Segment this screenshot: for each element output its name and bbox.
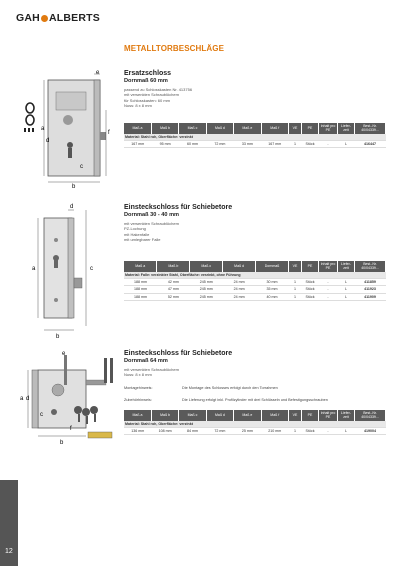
dim-b: b <box>72 184 76 188</box>
cell: 95 mm <box>151 140 178 148</box>
cell: 136 mm <box>124 427 151 435</box>
note-label: Montagehinweis: <box>124 385 153 390</box>
material-text: Material: Falle: verzinkter Stahl, Oberfläche: verzinkt, ohne Führung <box>124 272 386 279</box>
cell: L <box>338 286 355 294</box>
note-text: Die Montage des Schlosses erfolgt durch den Torrahmen <box>182 385 278 390</box>
product-line: PZ-Lochung <box>124 226 146 232</box>
cell: L <box>338 427 355 435</box>
dim-e: e <box>62 351 66 357</box>
cell: 24 mm <box>223 286 256 294</box>
dim-f: f <box>70 426 72 432</box>
col-header: Inhalt pro PE <box>319 410 338 421</box>
product-subtitle: Dornmaß 60 mm <box>124 78 168 84</box>
cell: 245 mm <box>190 293 223 301</box>
dim-c: c <box>40 412 43 418</box>
article-number: 416447 <box>355 140 386 148</box>
page-number: 12 <box>5 548 13 555</box>
cell: 1 <box>289 427 302 435</box>
col-header: Maß d <box>206 123 233 134</box>
col-header: VE <box>289 261 302 272</box>
product-line: für Schlosskasten: 60 mm <box>124 97 171 103</box>
cell: Stück <box>302 278 319 286</box>
cell: 25 mm <box>234 427 261 435</box>
dim-b: b <box>56 334 60 340</box>
product-line: mit versenkten Schraublöchern <box>124 92 180 98</box>
col-header: VE <box>289 123 302 134</box>
table-header-row <box>124 261 386 272</box>
cell: 47 mm <box>157 286 190 294</box>
cell: 167 mm <box>261 140 288 148</box>
table-header-row <box>124 123 386 134</box>
lock-drawing-3 <box>18 350 122 446</box>
table-row <box>124 293 386 301</box>
dim-d: d <box>70 204 74 210</box>
logo-dot-icon <box>41 15 48 22</box>
dim-b: b <box>60 440 64 446</box>
table-row <box>124 286 386 294</box>
cell: - <box>319 293 338 301</box>
product-line: Nuss: 8 x 8 mm <box>124 372 152 378</box>
article-number: 411923 <box>355 286 386 294</box>
dim-f: f <box>108 130 110 136</box>
cell: 1 <box>289 278 302 286</box>
col-header: Best.-Nr. 40/04339... <box>355 123 386 134</box>
dim-a: a <box>41 126 45 132</box>
material-text: Material: Stahl roh, Oberfläche: verzinkt <box>124 134 386 141</box>
dim-e: e <box>96 70 100 76</box>
cell: Stück <box>302 140 319 148</box>
col-header: Liefer-zeit <box>338 410 355 421</box>
note-row <box>124 386 386 390</box>
cell: Stück <box>302 427 319 435</box>
cell: - <box>319 140 338 148</box>
product-title: Einsteckschloss für Schiebetore <box>124 350 233 357</box>
cell: 210 mm <box>261 427 288 435</box>
note-text: Die Lieferung erfolgt inkl. Profilzylinder mit drei Schlüsseln und Befestigungsschrauben <box>182 397 328 402</box>
col-header: Maß f <box>261 123 288 134</box>
cell: 245 mm <box>190 278 223 286</box>
cell: 30 mm <box>256 278 289 286</box>
dim-c: c <box>80 164 83 170</box>
col-header: Maß a <box>124 123 151 134</box>
cell: L <box>338 293 355 301</box>
product-title: Einsteckschloss für Schiebetore <box>124 204 233 211</box>
col-header: Maß f <box>261 410 288 421</box>
col-header: Maß c <box>190 261 223 272</box>
cell: 35 mm <box>256 286 289 294</box>
col-header: Best.-Nr. 40/04339... <box>355 410 386 421</box>
col-header: VE <box>289 410 302 421</box>
product-section-2 <box>124 204 386 301</box>
col-header: Maß a <box>124 261 157 272</box>
cell: 188 mm <box>124 286 157 294</box>
col-header: Inhalt pro PE <box>319 261 338 272</box>
product-notes <box>124 386 386 402</box>
note-row <box>124 398 386 402</box>
product-section-3 <box>124 350 386 435</box>
article-number: 419004 <box>355 427 386 435</box>
col-header: Inhalt pro PE <box>319 123 338 134</box>
col-header: PE <box>302 261 319 272</box>
col-header: Maß d <box>206 410 233 421</box>
cell: 84 mm <box>179 427 206 435</box>
cell: 1 <box>289 286 302 294</box>
cell: 33 mm <box>234 140 261 148</box>
note-label: Zubehörhinweis: <box>124 397 152 402</box>
col-header: Best.-Nr. 40/04339... <box>355 261 386 272</box>
col-header: PE <box>302 123 319 134</box>
product-line: mit umlegbarer Falle <box>124 237 161 243</box>
cell: 245 mm <box>190 286 223 294</box>
cell: 60 mm <box>179 140 206 148</box>
col-header: Maß d <box>223 261 256 272</box>
product-line: mit versenkten Schraublöchern <box>124 221 180 226</box>
cell: Stück <box>302 293 319 301</box>
table-row <box>124 140 386 148</box>
dim-a: a <box>32 266 36 272</box>
cell: 1 <box>289 140 302 148</box>
product-table <box>124 261 386 302</box>
col-header: Maß e <box>234 410 261 421</box>
col-header: Liefer-zeit <box>338 123 355 134</box>
product-subtitle: Dornmaß 30 - 40 mm <box>124 212 180 218</box>
cell: 42 mm <box>157 278 190 286</box>
article-number: 411909 <box>355 293 386 301</box>
product-subtitle: Dornmaß 64 mm <box>124 358 168 364</box>
cell: 52 mm <box>157 293 190 301</box>
col-header: Maß b <box>157 261 190 272</box>
table-row <box>124 427 386 435</box>
product-table <box>124 123 386 149</box>
col-header: Maß c <box>179 123 206 134</box>
col-header: PE <box>302 410 319 421</box>
cell: 167 mm <box>124 140 151 148</box>
cell: L <box>338 278 355 286</box>
cell: 72 mm <box>206 427 233 435</box>
dim-d: d <box>46 138 50 144</box>
brand-right: ALBERTS <box>48 12 100 24</box>
product-title: Ersatzschloss <box>124 70 172 77</box>
material-text: Material: Stahl roh, Oberfläche: verzinkt <box>124 421 386 428</box>
cell: L <box>338 140 355 148</box>
lock-drawing-1 <box>18 70 118 188</box>
cell: 1 <box>289 293 302 301</box>
dim-c: c <box>90 266 93 272</box>
brand-logo <box>16 12 100 24</box>
cell: 40 mm <box>256 293 289 301</box>
article-number: 411859 <box>355 278 386 286</box>
dim-d: d <box>26 396 30 402</box>
cell: - <box>319 427 338 435</box>
col-header: Maß c <box>179 410 206 421</box>
cell: Stück <box>302 286 319 294</box>
category-title: METALLTORBESCHLÄGE <box>124 44 225 53</box>
col-header: Dornmaß <box>256 261 289 272</box>
cell: 108 mm <box>151 427 178 435</box>
product-line: passend zu Schlosskasten Nr. 413756 <box>124 87 193 92</box>
cell: 72 mm <box>206 140 233 148</box>
cell: 24 mm <box>223 278 256 286</box>
lock-drawing-2 <box>30 200 110 340</box>
col-header: Liefer-zeit <box>338 261 355 272</box>
cell: 24 mm <box>223 293 256 301</box>
table-row <box>124 278 386 286</box>
col-header: Maß e <box>234 123 261 134</box>
col-header: Maß a <box>124 410 151 421</box>
product-line: mit versenkten Schraublöchern <box>124 367 180 372</box>
product-table <box>124 410 386 436</box>
brand-left: GAH <box>16 12 40 24</box>
table-header-row <box>124 410 386 421</box>
cell: 188 mm <box>124 278 157 286</box>
col-header: Maß b <box>151 123 178 134</box>
cell: 188 mm <box>124 293 157 301</box>
product-section-1 <box>124 70 386 148</box>
product-line: Nuss: 8 x 8 mm <box>124 103 152 109</box>
cell: - <box>319 286 338 294</box>
cell: - <box>319 278 338 286</box>
dim-a: a <box>20 396 24 402</box>
col-header: Maß b <box>151 410 178 421</box>
product-line: mit Hakenfalle <box>124 231 150 237</box>
